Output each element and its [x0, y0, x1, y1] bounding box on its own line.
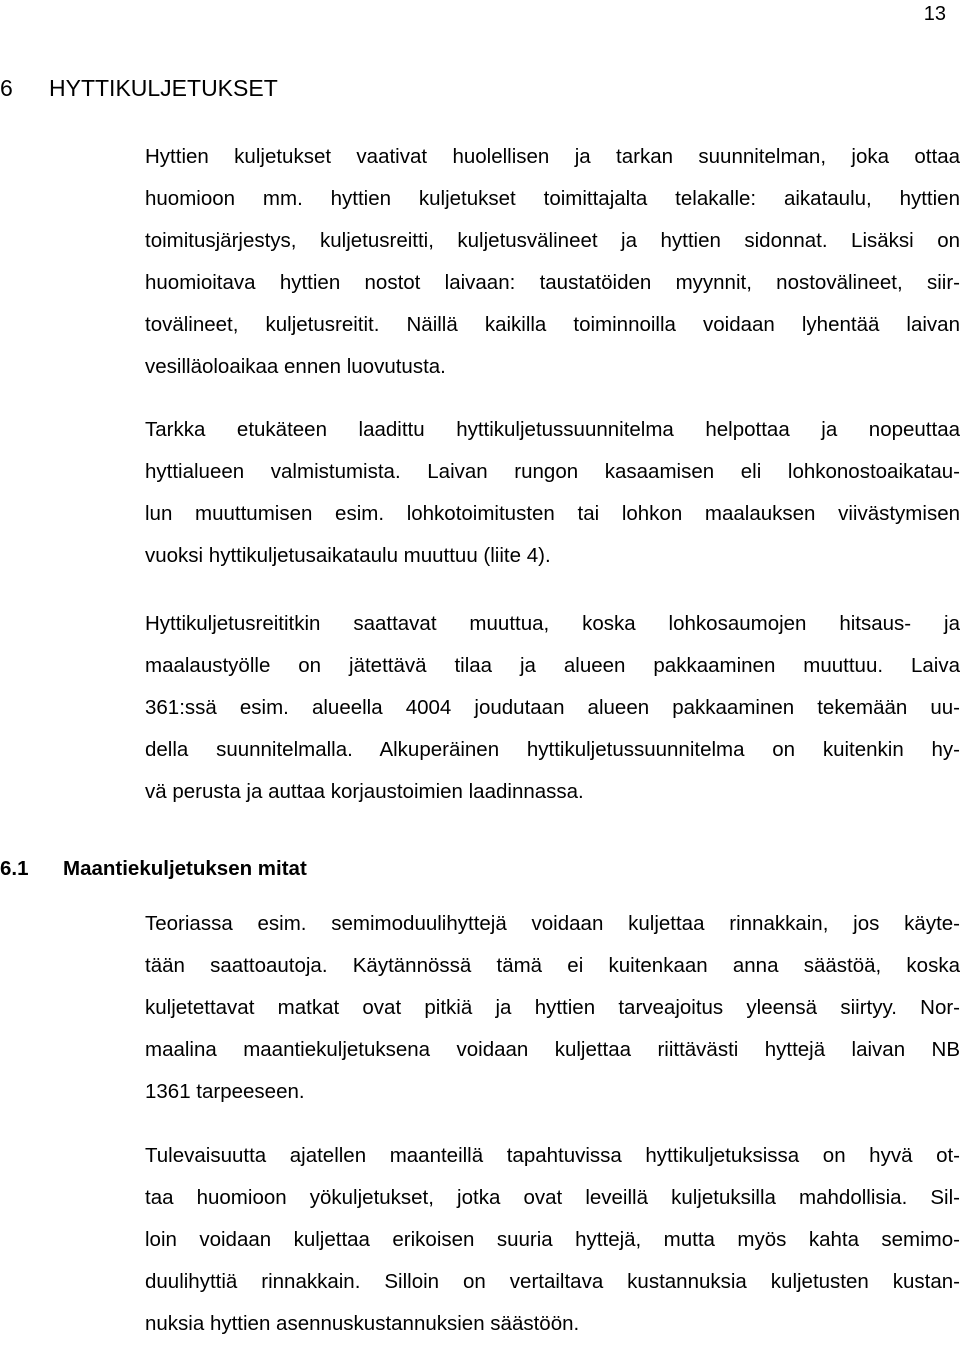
- text-line: huomioon mm. hyttien kuljetukset toimittajalta telakalle: aikataulu, hyttien: [145, 187, 960, 210]
- text-line: loin voidaan kuljettaa erikoisen suuria hyttejä, mutta myös kahta semimo-: [145, 1228, 960, 1251]
- text-line: Tulevaisuutta ajatellen maanteillä tapahtuvissa hyttikuljetuksissa on hyvä ot-: [145, 1144, 960, 1167]
- text-line: nuksia hyttien asennuskustannuksien säästöön.: [145, 1312, 580, 1335]
- text-line: lun muuttumisen esim. lohkotoimitusten tai lohkon maalauksen viivästymisen: [145, 502, 960, 525]
- text-line: tovälineet, kuljetusreitit. Näillä kaikilla toiminnoilla voidaan lyhentää laivan: [145, 313, 960, 336]
- text-line: maalina maantiekuljetuksena voidaan kuljettaa riittävästi hyttejä laivan NB: [145, 1038, 960, 1061]
- text-line: della suunnitelmalla. Alkuperäinen hyttikuljetussuunnitelma on kuitenkin hy-: [145, 738, 960, 761]
- text-line: huomioitava hyttien nostot laivaan: taustatöiden myynnit, nostovälineet, siir-: [145, 271, 960, 294]
- text-line: taa huomioon yökuljetukset, jotka ovat leveillä kuljetuksilla mahdollisia. Sil-: [145, 1186, 960, 1209]
- text-line: vesilläoloaikaa ennen luovutusta.: [145, 355, 446, 378]
- section-number: 6: [0, 75, 13, 101]
- paragraph: [145, 409, 960, 577]
- text-line: Teoriassa esim. semimoduulihyttejä voidaan kuljettaa rinnakkain, jos käyte-: [145, 912, 960, 935]
- text-line: vuoksi hyttikuljetusaikataulu muuttuu (liite 4).: [145, 544, 551, 567]
- text-line: Hyttikuljetusreititkin saattavat muuttua, koska lohkosaumojen hitsaus- ja: [145, 612, 960, 635]
- text-line: Tarkka etukäteen laadittu hyttikuljetussuunnitelma helpottaa ja nopeuttaa: [145, 418, 960, 441]
- text-line: toimitusjärjestys, kuljetusreitti, kuljetusvälineet ja hyttien sidonnat. Lisäksi on: [145, 229, 960, 252]
- paragraph: [145, 903, 960, 1113]
- subsection-number: 6.1: [0, 857, 29, 880]
- paragraph: [145, 1135, 960, 1345]
- subsection-title: Maantiekuljetuksen mitat: [63, 857, 307, 880]
- text-line: vä perusta ja auttaa korjaustoimien laadinnassa.: [145, 780, 584, 803]
- section-title: HYTTIKULJETUKSET: [49, 75, 278, 101]
- text-line: duulihyttiä rinnakkain. Silloin on vertailtava kustannuksia kuljetusten kustan-: [145, 1270, 960, 1293]
- page-number: 13: [923, 3, 946, 25]
- text-line: Hyttien kuljetukset vaativat huolellisen ja tarkan suunnitelman, joka ottaa: [145, 145, 960, 168]
- section-heading: [0, 74, 278, 102]
- text-line: hyttialueen valmistumista. Laivan rungon kasaamisen eli lohkonostoaikatau-: [145, 460, 960, 483]
- subsection-heading: [0, 856, 307, 882]
- paragraph: [145, 136, 960, 388]
- text-line: 361:ssä esim. alueella 4004 joudutaan alueen pakkaaminen tekemään uu-: [145, 696, 960, 719]
- text-line: maalaustyölle on jätettävä tilaa ja alueen pakkaaminen muuttuu. Laiva: [145, 654, 960, 677]
- text-line: tään saattoautoja. Käytännössä tämä ei kuitenkaan anna säästöä, koska: [145, 954, 960, 977]
- paragraph: [145, 603, 960, 813]
- text-line: kuljetettavat matkat ovat pitkiä ja hyttien tarveajoitus yleensä siirtyy. Nor-: [145, 996, 960, 1019]
- text-line: 1361 tarpeeseen.: [145, 1080, 305, 1103]
